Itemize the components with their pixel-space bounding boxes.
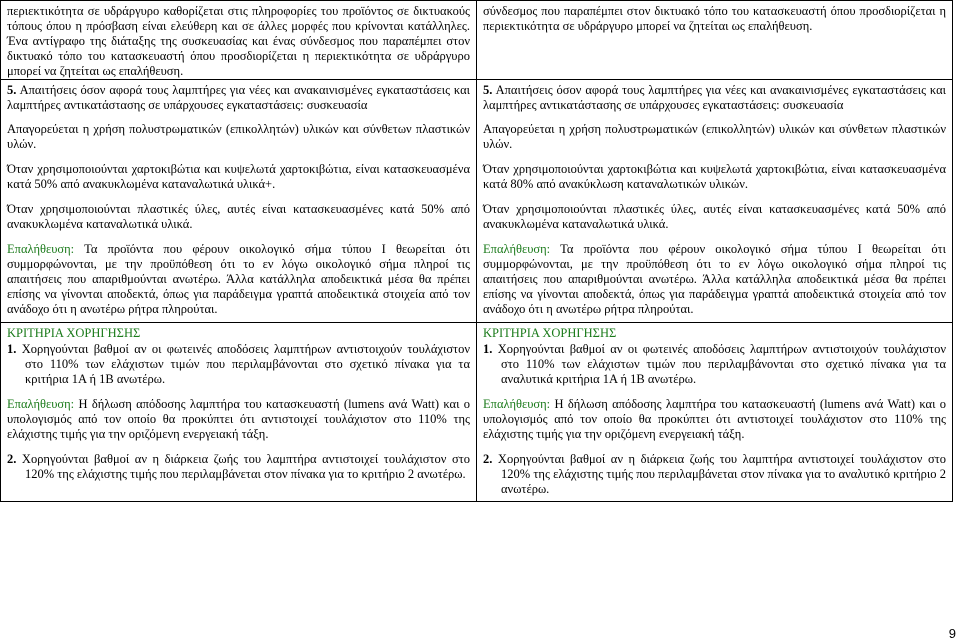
plastics-paragraph: Όταν χρησιμοποιούνται πλαστικές ύλες, αυτές είναι κατασκευασμένες κατά 50% από ανακυκλωμένα καταναλωτικά υλικά. — [7, 202, 470, 231]
verification-label: Επαλήθευση: — [7, 242, 75, 256]
page-number: 9 — [948, 626, 956, 641]
table-row — [1, 1, 953, 80]
right-cell — [477, 80, 953, 323]
cardboard-paragraph: Όταν χρησιμοποιούνται χαρτοκιβώτια και κυψελωτά χαρτοκιβώτια, είναι κατασκευασμένα κατά 50% από ανακυκλωμένα καταναλωτικά υλικά+. — [7, 162, 470, 191]
right-cell — [477, 1, 953, 80]
award-criteria-heading: ΚΡΙΤΗΡΙΑ ΧΟΡΗΓΗΣΗΣ — [483, 326, 617, 340]
mercury-paragraph: σύνδεσμος που παραπέμπει στον δικτυακό τόπο του κατασκευαστή όπου προσδιορίζεται η περιεκτικότητα σε υδράργυρο μπορεί να ζητείται ως επαλήθευση. — [483, 4, 946, 33]
plastics-paragraph: Όταν χρησιμοποιούνται πλαστικές ύλες, αυτές είναι κατασκευασμένες κατά 50% από ανακυκλωμένα καταναλωτικά υλικά. — [483, 202, 946, 231]
left-cell — [1, 80, 477, 323]
table-row — [1, 80, 953, 323]
left-cell — [1, 323, 477, 502]
award-criterion-1: 1. Χορηγούνται βαθμοί αν οι φωτεινές αποδόσεις λαμπτήρων αντιστοιχούν τουλάχιστον στο 110% των ελάχιστων τιμών που περιλαμβάνονται στο σχετικό πίνακα για τα κριτήρια 1Α ή 1Β ανωτέρω. — [7, 342, 470, 386]
laminates-paragraph: Απαγορεύεται η χρήση πολυστρωματικών (επικολλητών) υλικών και σύνθετων πλαστικών υλών. — [483, 122, 946, 151]
mercury-paragraph: περιεκτικότητα σε υδράργυρο καθορίζεται στις πληροφορίες του προϊόντος σε δικτυακούς τόπους όπου η πρόσβαση είναι ελεύθερη και σε άλλες μορφές που κρίνονται κατάλληλες. Ένα αντίγραφο της διάταξης της συσκευασίας και ένας σύνδεσμος που παραπέμπει στον δικτυακό τόπο του κατασκευαστή όπου προσδιορίζεται η περιεκτικότητα σε υδράργυρο μπορεί να ζητείται ως επαλήθευση. — [7, 4, 470, 78]
requirement-5-title: 5. Απαιτήσεις όσον αφορά τους λαμπτήρες για νέες και ανακαινισμένες εγκαταστάσεις και λαμπτήρες αντικατάστασης σε υπάρχουσες εγκαταστάσεις: συσκευασία — [483, 83, 946, 112]
verification-paragraph: Επαλήθευση: Η δήλωση απόδοσης λαμπτήρα του κατασκευαστή (lumens ανά Watt) και ο υπολογισμός από τον οποίο θα προκύπτει ότι αντιστοιχεί τουλάχιστον στο 110% της ελάχιστης τιμής για την οριζόμενη ενεργειακή τάξη. — [7, 397, 470, 441]
verification-label: Επαλήθευση: — [483, 242, 551, 256]
verification-paragraph: Επαλήθευση: Τα προϊόντα που φέρουν οικολογικό σήμα τύπου I θεωρείται ότι συμμορφώνονται, με την προϋπόθεση ότι το εν λόγω οικολογικό σήμα πληροί τις απαιτήσεις που απαριθμούνται ανωτέρω. Άλλα κατάλληλα αποδεικτικά μέσα θα πρέπει επίσης να γίνονται αποδεκτά, όπως για παράδειγμα γραπτά αποδεικτικά στοιχεία από τον ανάδοχο ότι η ανωτέρω ρήτρα πληρούται. — [483, 242, 946, 316]
award-criterion-2: 2. Χορηγούνται βαθμοί αν η διάρκεια ζωής του λαμπτήρα αντιστοιχεί τουλάχιστον στο 120% της ελάχιστης τιμής που περιλαμβάνεται στον πίνακα για το αναλυτικό κριτήριο 2 ανωτέρω. — [483, 452, 946, 496]
verification-paragraph: Επαλήθευση: Τα προϊόντα που φέρουν οικολογικό σήμα τύπου I θεωρείται ότι συμμορφώνονται, με την προϋπόθεση ότι το εν λόγω οικολογικό σήμα πληροί τις απαιτήσεις που απαριθμούνται ανωτέρω. Άλλα κατάλληλα αποδεικτικά μέσα θα πρέπει επίσης να γίνονται αποδεκτά, όπως για παράδειγμα γραπτά αποδεικτικά στοιχεία από τον ανάδοχο ότι η ανωτέρω ρήτρα πληρούται. — [7, 242, 470, 316]
award-criteria-heading: ΚΡΙΤΗΡΙΑ ΧΟΡΗΓΗΣΗΣ — [7, 326, 141, 340]
right-cell — [477, 323, 953, 502]
verification-label: Επαλήθευση: — [483, 397, 551, 411]
award-criterion-2: 2. Χορηγούνται βαθμοί αν η διάρκεια ζωής του λαμπτήρα αντιστοιχεί τουλάχιστον στο 120% της ελάχιστης τιμής που περιλαμβάνεται στον πίνακα για το κριτήριο 2 ανωτέρω. — [7, 452, 470, 481]
award-criterion-1: 1. Χορηγούνται βαθμοί αν οι φωτεινές αποδόσεις λαμπτήρων αντιστοιχούν τουλάχιστον στο 110% των ελάχιστων τιμών που περιλαμβάνονται στο σχετικό πίνακα για τα αναλυτικά κριτήρια 1Α ή 1Β ανωτέρω. — [483, 342, 946, 386]
table-row — [1, 323, 953, 502]
laminates-paragraph: Απαγορεύεται η χρήση πολυστρωματικών (επικολλητών) υλικών και σύνθετων πλαστικών υλών. — [7, 122, 470, 151]
verification-paragraph: Επαλήθευση: Η δήλωση απόδοσης λαμπτήρα του κατασκευαστή (lumens ανά Watt) και ο υπολογισμός από τον οποίο θα προκύπτει ότι αντιστοιχεί τουλάχιστον στο 110% της ελάχιστης τιμής για την οριζόμενη ενεργειακή τάξη. — [483, 397, 946, 441]
left-cell — [1, 1, 477, 80]
requirement-5-title: 5. Απαιτήσεις όσον αφορά τους λαμπτήρες για νέες και ανακαινισμένες εγκαταστάσεις και λαμπτήρες αντικατάστασης σε υπάρχουσες εγκαταστάσεις: συσκευασία — [7, 83, 470, 112]
cardboard-paragraph: Όταν χρησιμοποιούνται χαρτοκιβώτια και κυψελωτά χαρτοκιβώτια, είναι κατασκευασμένα κατά 80% από ανακύκλωση καταναλωτικών υλικών. — [483, 162, 946, 191]
verification-label: Επαλήθευση: — [7, 397, 75, 411]
